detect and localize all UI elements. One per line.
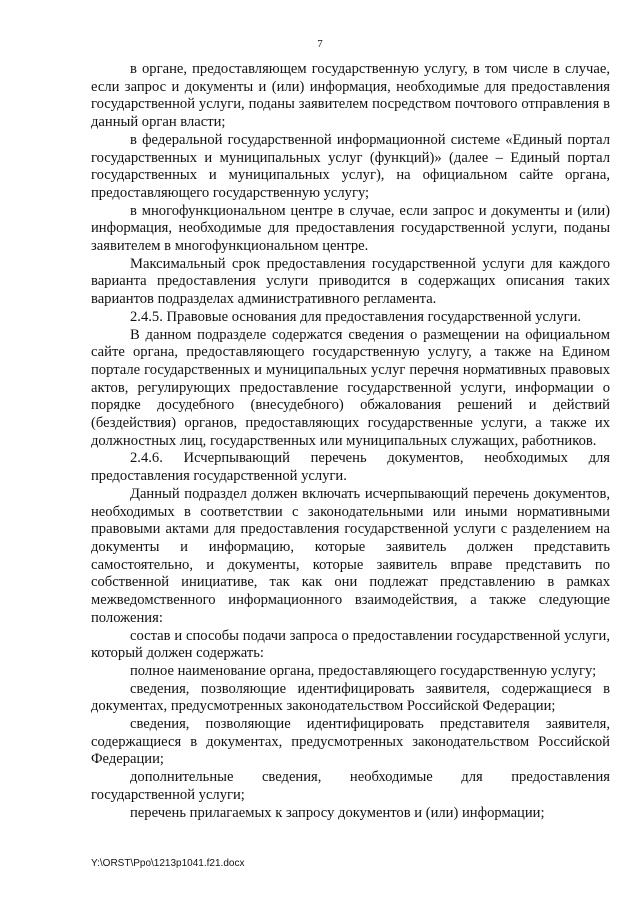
- paragraph: В данном подразделе содержатся сведения о размещении на официальном сайте органа, предоставляющего государственную услугу, а также на Едином портале государственных и муниципальных услуг перечня нормативных правовых актов, регулирующих предоставление государственной услуги, информации о порядке досудебного (внесудебного) обжалования решений и действий (бездействия) органов, предоставляющих государственные услуги, а также их должностных лиц, государственных или муниципальных служащих, работников.: [91, 326, 610, 449]
- paragraph: Данный подраздел должен включать исчерпывающий перечень документов, необходимых в соответствии с законодательными или иными нормативными правовыми актами для предоставления государственной услуги с разделением на документы и информацию, которые заявитель должен представить самостоятельно, и документы, которые заявитель вправе представить по собственной инициативе, так как они подлежат представлению в рамках межведомственного информационного взаимодействия, а также следующие положения:: [91, 485, 610, 626]
- section-heading-2-4-5: 2.4.5. Правовые основания для предоставления государственной услуги.: [130, 308, 582, 325]
- paragraph: в федеральной государственной информационной системе «Единый портал государственных и муниципальных услуг (функций)» (далее – Единый портал государственных и муниципальных услуг), на официальном сайте органа, предоставляющего государственную услугу;: [91, 131, 610, 201]
- paragraph: состав и способы подачи запроса о предоставлении государственной услуги, который должен содержать:: [91, 627, 610, 662]
- page-number: 7: [317, 38, 323, 50]
- paragraph: в органе, предоставляющем государственную услугу, в том числе в случае, если запрос и документы и (или) информация, необходимые для предоставления государственной услуги, поданы заявителем посредством почтового отправления в данный орган власти;: [91, 61, 610, 131]
- document-body: [91, 61, 610, 822]
- paragraph: Максимальный срок предоставления государственной услуги для каждого варианта предоставления услуги приводится в содержащих описания таких вариантов подразделах административного регламента.: [91, 255, 610, 308]
- paragraph: сведения, позволяющие идентифицировать представителя заявителя, содержащиеся в документах, предусмотренных законодательством Российской Федерации;: [91, 716, 610, 768]
- section-heading-2-4-6: 2.4.6. Исчерпывающий перечень документов, необходимых для предоставления государственной услуги.: [91, 450, 610, 485]
- paragraph: в многофункциональном центре в случае, если запрос и документы и (или) информация, необходимые для предоставления государственной услуги, поданы заявителем в многофункциональном центре.: [91, 202, 610, 255]
- paragraph: дополнительные сведения, необходимые для предоставления государственной услуги;: [91, 769, 610, 803]
- paragraph: сведения, позволяющие идентифицировать заявителя, содержащиеся в документах, предусмотренных законодательством Российской Федерации;: [91, 680, 610, 715]
- footer-file-path: Y:\ORST\Ppo\1213p1041.f21.docx: [91, 858, 245, 869]
- paragraph: перечень прилагаемых к запросу документов и (или) информации;: [130, 804, 545, 821]
- paragraph: полное наименование органа, предоставляющего государственную услугу;: [130, 662, 597, 679]
